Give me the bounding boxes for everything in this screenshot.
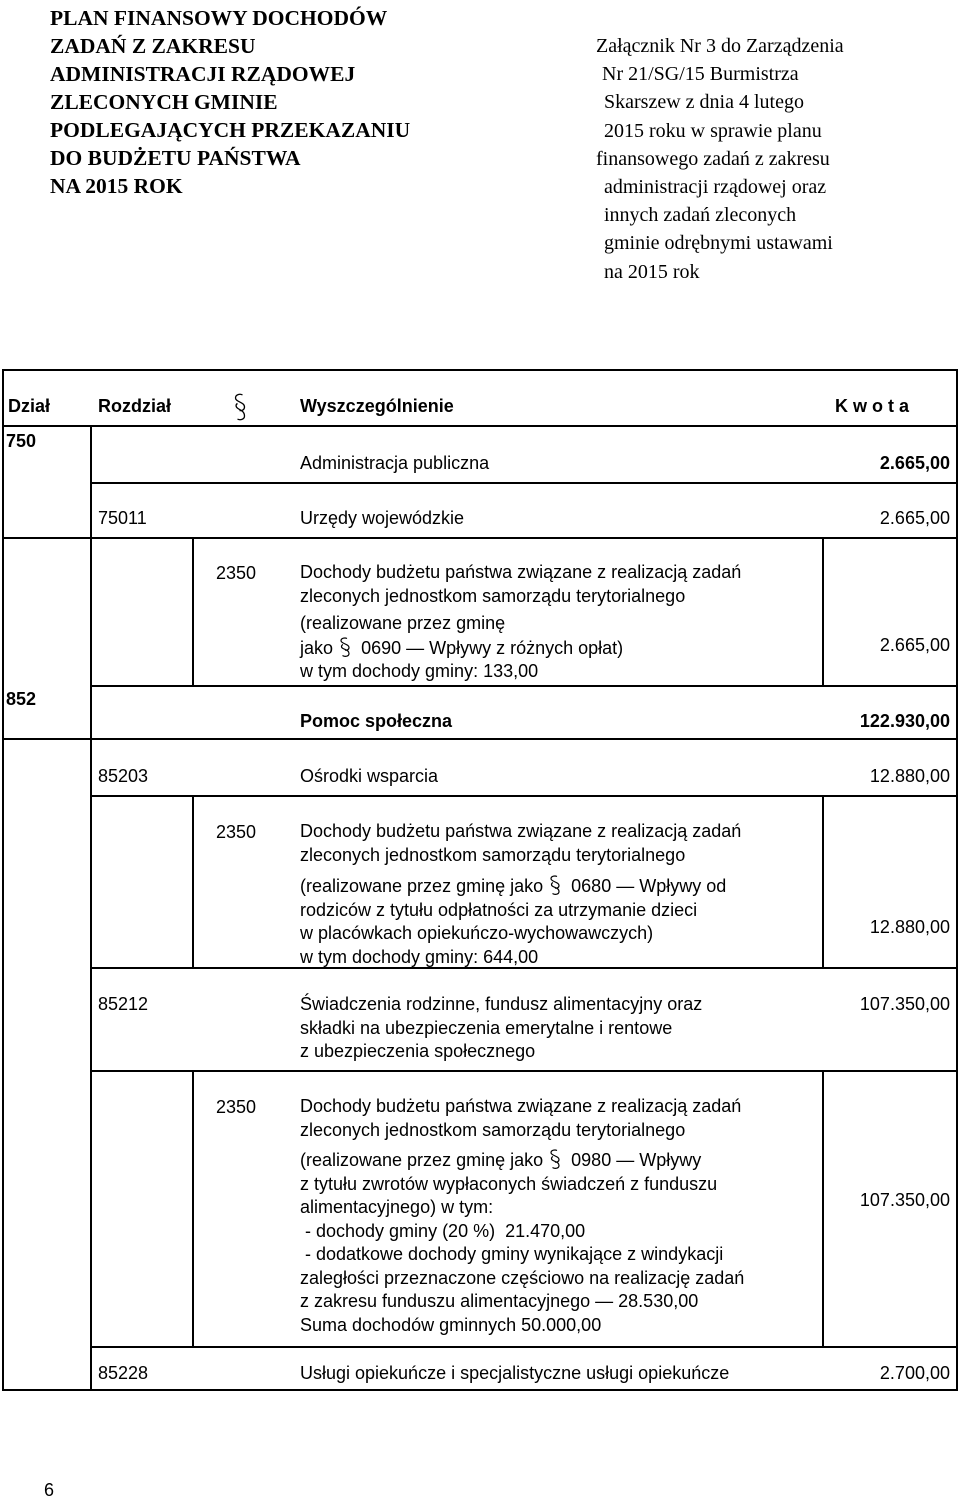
annex-line: Nr 21/SG/15 Burmistrza: [602, 63, 799, 86]
description-line: Dochody budżetu państwa związane z realizacją zadań: [300, 1096, 742, 1116]
rozdzial-amount: 107.350,00: [859, 994, 950, 1014]
table-bottom-border: [2, 1389, 958, 1391]
dzial-name: Pomoc społeczna: [300, 711, 453, 731]
title-line: NA 2015 ROK: [50, 174, 183, 198]
row-separator: [90, 482, 958, 484]
title-line: DO BUDŻETU PAŃSTWA: [50, 146, 301, 170]
annex-line: Załącznik Nr 3 do Zarządzenia: [596, 35, 844, 57]
annex-line: administracji rządowej oraz: [604, 176, 827, 199]
header-dzial: Dział: [8, 396, 51, 416]
dzial-name: Administracja publiczna: [300, 453, 490, 473]
title-line: ZLECONYCH GMINIE: [50, 90, 278, 114]
row-separator: [2, 537, 958, 539]
annex-reference: [596, 32, 844, 286]
row-separator: [90, 1346, 958, 1348]
rozdzial-name: Usługi opiekuńcze i specjalistyczne usługi opiekuńcze: [300, 1363, 730, 1383]
dzial-code: 852: [6, 689, 37, 709]
dzial-amount: 122.930,00: [859, 711, 950, 731]
paragraph-sign-icon: [548, 874, 566, 896]
paragraph-sign-icon: [548, 1148, 566, 1170]
description-line: Świadczenia rodzinne, fundusz alimentacyjny oraz: [300, 994, 703, 1014]
row-separator: [90, 1070, 958, 1072]
description-line: Dochody budżetu państwa związane z realizacją zadań: [300, 821, 742, 841]
amount-column-line: [822, 1070, 824, 1346]
rozdzial-code: 85203: [98, 766, 149, 786]
description-fragment: (realizowane przez gminę jako: [300, 876, 544, 896]
description-line: w tym dochody gminy: 644,00: [300, 946, 539, 967]
rozdzial-name: [300, 993, 702, 1064]
header-kwota: K w o t a: [835, 396, 910, 416]
rozdzial-code: 85228: [98, 1363, 149, 1383]
amount-column-line: [822, 537, 824, 685]
description-line: rodziców z tytułu odpłatności za utrzymanie dzieci: [300, 899, 698, 920]
row-separator: [90, 685, 958, 687]
description-line: z zakresu funduszu alimentacyjnego — 28.530,00: [300, 1291, 699, 1311]
rozdzial-amount: 2.665,00: [879, 508, 950, 528]
paragraph-sign-icon: [338, 636, 356, 658]
annex-line: 2015 roku w sprawie planu: [604, 119, 822, 142]
description-line: Suma dochodów gminnych 50.000,00: [300, 1314, 602, 1335]
paragraph-description: [300, 820, 741, 969]
rozdzial-column-line: [192, 795, 194, 967]
title-line: PODLEGAJĄCYCH PRZEKAZANIU: [50, 118, 411, 142]
description-line: [300, 874, 741, 899]
table-top-border: [2, 369, 958, 371]
description-line: z tytułu zwrotów wypłaconych świadczeń z funduszu: [300, 1173, 718, 1194]
description-fragment: 0690 — Wpływy z różnych opłat): [361, 637, 624, 658]
row-separator: [90, 795, 958, 797]
description-fragment: (realizowane przez gminę jako: [300, 1150, 544, 1170]
rozdzial-code: 75011: [98, 508, 147, 528]
paragraph-sign-icon: [232, 392, 248, 422]
rozdzial-column-line: [192, 1070, 194, 1346]
rozdzial-name: Ośrodki wsparcia: [300, 766, 439, 786]
paragraph-amount: 107.350,00: [859, 1190, 950, 1210]
title-line: ZADAŃ Z ZAKRESU: [50, 34, 256, 58]
description-line: [300, 636, 741, 661]
description-fragment: 0980 — Wpływy: [571, 1150, 702, 1170]
description-line: zleconych jednostkom samorządu terytorialnego: [300, 844, 686, 865]
annex-line: finansowego zadań z zakresu: [596, 147, 830, 170]
annex-line: na 2015 rok: [604, 260, 700, 283]
dzial-amount: 2.665,00: [879, 453, 950, 473]
paragraph-description: [300, 1095, 744, 1337]
description-line: z ubezpieczenia społecznego: [300, 1041, 536, 1061]
description-line: zleconych jednostkom samorządu terytorialnego: [300, 1119, 686, 1140]
description-line: (realizowane przez gminę: [300, 613, 506, 633]
annex-line: gminie odrębnymi ustawami: [604, 232, 833, 255]
paragraph-amount: 12.880,00: [869, 917, 950, 937]
dzial-column-line: [90, 425, 92, 537]
paragraph-amount: 2.665,00: [879, 635, 950, 655]
table-left-border: [2, 369, 4, 1391]
header-rozdzial: Rozdział: [98, 396, 172, 416]
page-number: 6: [44, 1480, 55, 1500]
description-line: zaległości przeznaczone częściowo na realizację zadań: [300, 1267, 745, 1288]
document-title: [50, 4, 410, 200]
title-line: ADMINISTRACJI RZĄDOWEJ: [50, 62, 356, 86]
amount-column-line: [822, 795, 824, 967]
rozdzial-name: Urzędy wojewódzkie: [300, 508, 465, 528]
annex-line: innych zadań zleconych: [604, 204, 797, 227]
header-paragraph-sign: [232, 392, 248, 428]
row-separator: [2, 738, 958, 740]
description-line: w placówkach opiekuńczo-wychowawczych): [300, 923, 654, 943]
rozdzial-column-line: [192, 537, 194, 685]
table-right-border: [956, 369, 958, 1391]
dzial-code: 750: [6, 431, 37, 451]
description-line: Dochody budżetu państwa związane z realizacją zadań: [300, 562, 742, 582]
paragraph-code: 2350: [216, 1097, 257, 1117]
description-line: zleconych jednostkom samorządu terytorialnego: [300, 585, 686, 606]
paragraph-description: [300, 561, 741, 684]
paragraph-code: 2350: [216, 822, 257, 842]
description-line: w tym dochody gminy: 133,00: [300, 661, 539, 681]
header-separator: [2, 425, 958, 427]
description-fragment: 0680 — Wpływy od: [571, 876, 727, 896]
dzial-column-line: [90, 537, 92, 1391]
annex-line: Skarszew z dnia 4 lutego: [604, 91, 804, 114]
description-line: składki na ubezpieczenia emerytalne i rentowe: [300, 1017, 673, 1038]
description-line: - dodatkowe dochody gminy wynikające z windykacji: [300, 1244, 724, 1264]
paragraph-code: 2350: [216, 563, 257, 583]
description-fragment: jako: [300, 637, 334, 658]
description-line: - dochody gminy (20 %) 21.470,00: [300, 1220, 586, 1241]
title-line: PLAN FINANSOWY DOCHODÓW: [50, 6, 388, 30]
rozdzial-amount: 12.880,00: [869, 766, 950, 786]
header-wyszczegolnienie: Wyszczególnienie: [300, 396, 454, 416]
rozdzial-code: 85212: [98, 994, 149, 1014]
description-line: alimentacyjnego) w tym:: [300, 1197, 494, 1217]
rozdzial-amount: 2.700,00: [879, 1363, 950, 1383]
description-line: [300, 1148, 744, 1173]
